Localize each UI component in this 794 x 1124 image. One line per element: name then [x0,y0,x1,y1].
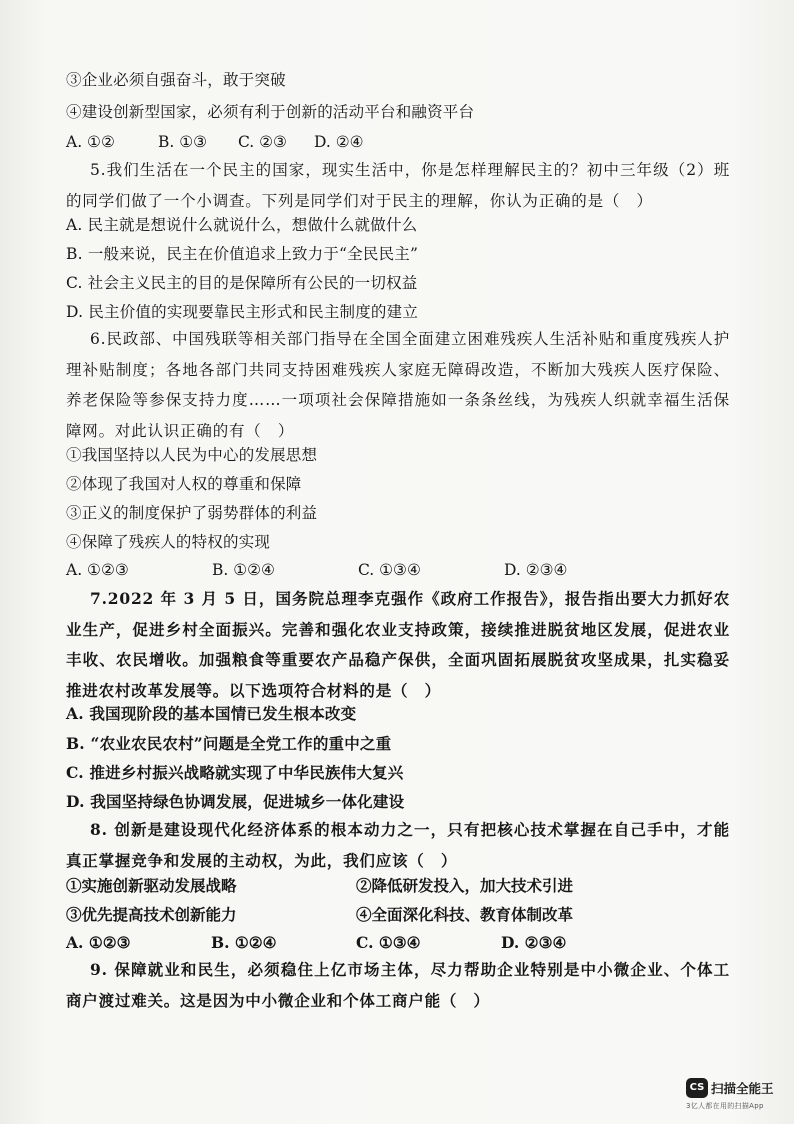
q8-choice-b: B. ①②④ [211,933,277,952]
q8-item-1: ①实施创新驱动发展战略 [66,876,237,895]
q8-item-4: ④全面深化科技、教育体制改革 [356,905,574,924]
q7-stem: 7.2022 年 3 月 5 日，国务院总理李克强作《政府工作报告》，报告指出要大力抓好农业生产，促进乡村全面振兴。完善和强化农业支持政策，接续推进脱贫地区发展，促进农业丰收、农民增收。加强粮食等重要农产品稳产保供，全面巩固拓展脱贫攻坚成果，扎实稳妥推进农村改革发展等。以下选项符合材料的是（ ） [66,589,730,700]
q6-choice-a: A. ①②③ [66,561,129,579]
q5-choice-b: B. 一般来说，民主在价值追求上致力于“全民民主” [66,245,419,263]
q6-choice-d: D. ②③④ [504,561,568,579]
prev-choices [66,132,746,152]
q8-item-2: ②降低研发投入，加大技术引进 [356,876,574,895]
q6-stem: 6.民政部、中国残联等相关部门指导在全国全面建立困难残疾人生活补贴和重度残疾人护理补贴制度；各地各部门共同支持困难残疾人家庭无障碍改造，不断加大残疾人医疗保险、养老保险等参保支持力度……一项项社会保障措施如一条条丝线，为残疾人织就幸福生活保障网。对此认识正确的有（ ） [66,330,730,440]
q8-choice-c: C. ①③④ [356,933,421,952]
prev-choice-d: D. ②④ [314,133,364,151]
q8-item-3: ③优先提高技术创新能力 [66,905,237,924]
q8-choices [66,933,746,953]
q7-choice-d: D. 我国坚持绿色协调发展，促进城乡一体化建设 [66,792,405,811]
prev-choice-b: B. ①③ [158,133,208,151]
q6-choices [66,560,746,580]
q7-choice-b: B. “农业农民农村”问题是全党工作的重中之重 [66,734,392,753]
prev-item-4: ④建设创新型国家，必须有利于创新的活动平台和融资平台 [66,103,475,121]
q6-item-3: ③正义的制度保护了弱势群体的利益 [66,504,318,522]
scanner-tagline: 3亿人都在用的扫描App [686,1102,764,1110]
q6-item-2: ②体现了我国对人权的尊重和保障 [66,475,302,493]
q6-choice-c: C. ①③④ [358,561,421,579]
scanner-watermark [686,1078,786,1114]
prev-choice-a: A. ①② [66,133,115,151]
q5-choice-a: A. 民主就是想说什么就说什么，想做什么就做什么 [66,216,418,234]
q5-stem: 5.我们生活在一个民主的国家，现实生活中，你是怎样理解民主的？初中三年级（2）班的同学们做了一个小调查。下列是同学们对于民主的理解，你认为正确的是（ ） [66,161,730,210]
q5-choice-d: D. 民主价值的实现要靠民主形式和民主制度的建立 [66,303,419,321]
q6-choice-b: B. ①②④ [212,561,275,579]
prev-choice-c: C. ②③ [238,133,287,151]
q7-choice-c: C. 推进乡村振兴战略就实现了中华民族伟大复兴 [66,763,404,782]
prev-item-3: ③企业必须自强奋斗，敢于突破 [66,71,286,89]
scanner-logo-icon: CS [686,1078,708,1098]
q7-choice-a: A. 我国现阶段的基本国情已发生根本改变 [66,704,357,723]
q9-stem: 9. 保障就业和民生，必须稳住上亿市场主体，尽力帮助企业特别是中小微企业、个体工商户渡过难关。这是因为中小微企业和个体工商户能（ ） [66,960,730,1010]
q8-stem: 8. 创新是建设现代化经济体系的根本动力之一，只有把核心技术掌握在自己手中，才能真正掌握竞争和发展的主动权，为此，我们应该（ ） [66,820,730,870]
scanner-app-name: 扫描全能王 [711,1081,774,1096]
q8-choice-d: D. ②③④ [501,933,567,952]
q6-item-1: ①我国坚持以人民为中心的发展思想 [66,446,318,464]
q8-choice-a: A. ①②③ [66,933,131,952]
q5-choice-c: C. 社会主义民主的目的是保障所有公民的一切权益 [66,274,418,292]
q6-item-4: ④保障了残疾人的特权的实现 [66,533,271,551]
